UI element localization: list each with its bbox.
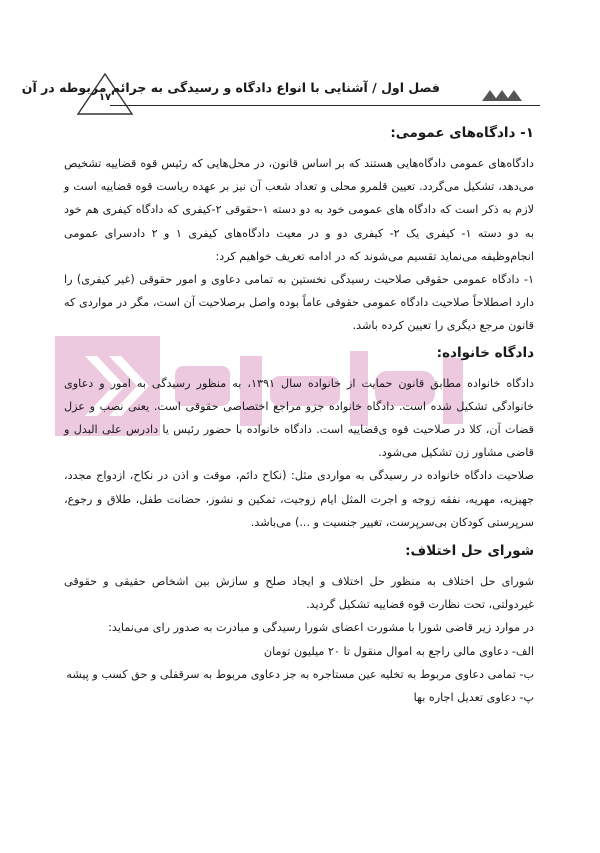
paragraph: شورای حل اختلاف به منظور حل اختلاف و ایجاد صلح و سازش بین اشخاص حقیقی و حقوقی غیردولتی، تحت نظارت قوه قضاییه تشکیل گردید. [64,575,534,612]
section-family-court [64,342,534,534]
section-heading: ۱- دادگاه‌های عمومی: [390,125,534,141]
section-heading: شورای حل اختلاف: [405,543,534,560]
paragraph: صلاحیت دادگاه خانواده در رسیدگی به مواردی مثل: (نکاح دائم، موقت و اذن در نکاح، ازدواج مجدد، جهیزیه، مهریه، نفقه زوجه و اجرت المثل ایام زوجیت، تمکین و نشوز، حضانت طفل، طلاق و رجوع، سرپرستی کودکان بی‌سرپرست، تغییر جنسیت و ...) می‌باشد. [64,469,534,529]
section-general-courts [64,122,534,338]
header-rule [110,105,540,106]
page-number: ۱۷ [98,92,112,103]
paragraph: در موارد زیر قاضی شورا با مشورت اعضای شورا رسیدگی و مبادرت به صدور رای می‌نماید: [108,621,534,635]
section-heading: دادگاه خانواده: [436,344,534,361]
paragraph: دادگاه خانواده مطابق قانون حمایت از خانواده سال ۱۳۹۱، به منظور رسیدگی به امور و دعاوی خانوادگی تشکیل شده است. دادگاه خانواده جزو مراجع اختصاصی حقوقی است. یعنی نصب و عزل قضات آن، کلا در صلاحیت قوه ی‌قضاییه است. دادگاه خانواده با حضور رئیس یا دادرس علی البدل و قاضی مشاور زن تشکیل می‌شود. [64,376,534,460]
section-dispute-council [64,540,534,709]
paragraph: ۱- دادگاه عمومی حقوقی صلاحیت رسیدگی نخستین به تمامی دعاوی و امور حقوقی (غیر کیفری) را دارد اصطلاحاً صلاحیت دادگاه عمومی حقوقی عاماً بوده واصل برصلاحیت آن است، مگر در مواردی که قانون مرجع دیگری را تعیین کرده باشد. [64,273,534,333]
main-content [64,122,534,709]
triangle-mark-3 [506,90,522,101]
header-ornament [0,0,600,120]
list-item: الف- دعاوی مالی راجع به اموال منقول تا ۲۰ میلیون تومان [263,644,534,658]
chapter-title: فصل اول / آشنایی با انواع دادگاه و رسیدگی به جرائم مربوطه در آن [21,80,440,95]
list-item: پ- دعاوی تعدیل اجاره بها [413,691,534,705]
paragraph: دادگاه‌های عمومی دادگاه‌هایی هستند که بر اساس قانون، در محل‌هایی که رئیس قوه قضاییه تشخیص می‌دهد، تشکیل می‌گردد. تعیین قلمرو محلی و تعداد شعب آن نیز بر عهده ریاست قوه قضاییه است و لازم به ذکر است که دادگاه های عمومی خود به دو دسته ۱-حقوقی ۲-کیفری که دادگاه کیفری هم خود به دو دسته ۱- کیفری یک ۲- کیفری دو و در معیت دادگاه‌های کیفری ۱ و ۲ دادسرای عمومی انجام‌وظیفه می‌نماید تقسیم می‌شوند که در ادامه تعریف خواهیم کرد: [64,157,534,263]
page-header [0,0,600,120]
list-item: ب- تمامی دعاوی مربوط به تخلیه عین مستاجره به جز دعاوی مربوط به سرقفلی و حق کسب و پیشه [66,667,534,681]
